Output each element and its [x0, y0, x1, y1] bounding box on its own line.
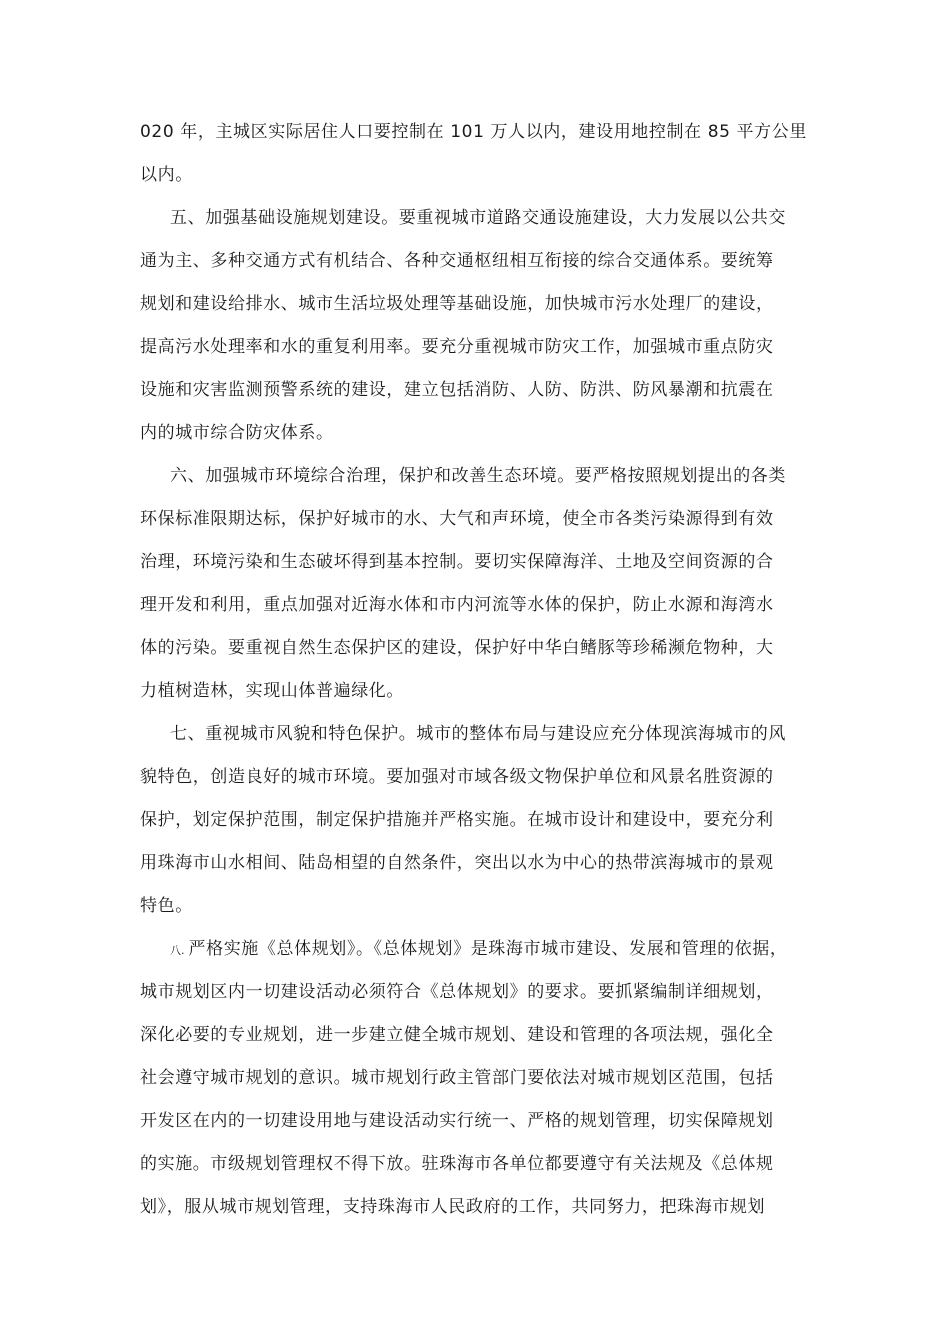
paragraph-line: 内的城市综合防灾体系。	[140, 423, 334, 443]
paragraph-line: 城市规划区内一切建设活动必须符合《总体规划》的要求。要抓紧编制详细规划，	[140, 982, 774, 1002]
paragraph-line-text: 严格实施《总体规划》。《总体规划》是珠海市城市建设、发展和管理的依据，	[188, 939, 788, 959]
paragraph-line: 体的污染。要重视自然生态保护区的建设，保护好中华白鳍豚等珍稀濒危物种，大	[140, 638, 774, 658]
paragraph-line: 以内。	[140, 165, 193, 185]
paragraph-line: 的实施。市级规划管理权不得下放。驻珠海市各单位都要遵守有关法规及《总体规	[140, 1154, 774, 1174]
paragraph-line: 保护，划定保护范围，制定保护措施并严格实施。在城市设计和建设中，要充分利	[140, 810, 774, 830]
paragraph-line: 通为主、多种交通方式有机结合、各种交通枢纽相互衔接的综合交通体系。要统筹	[140, 251, 774, 271]
paragraph-line: 规划和建设给排水、城市生活垃圾处理等基础设施，加快城市污水处理厂的建设，	[140, 294, 774, 314]
paragraph-line: 六、加强城市环境综合治理，保护和改善生态环境。要严格按照规划提出的各类	[170, 466, 786, 486]
section-marker: 八.	[170, 944, 185, 957]
paragraph-line: 七、重视城市风貌和特色保护。城市的整体布局与建设应充分体现滨海城市的风	[170, 724, 786, 744]
paragraph-line: 深化必要的专业规划，进一步建立健全城市规划、建设和管理的各项法规，强化全	[140, 1025, 774, 1045]
paragraph-line: 划》，服从城市规划管理，支持珠海市人民政府的工作，共同努力，把珠海市规划	[140, 1197, 766, 1217]
paragraph-line	[170, 934, 788, 964]
paragraph-line: 用珠海市山水相间、陆岛相望的自然条件，突出以水为中心的热带滨海城市的景观	[140, 853, 774, 873]
paragraph-line: 五、加强基础设施规划建设。要重视城市道路交通设施建设，大力发展以公共交	[170, 208, 786, 228]
paragraph-line: 治理，环境污染和生态破坏得到基本控制。要切实保障海洋、土地及空间资源的合	[140, 552, 774, 572]
paragraph-line: 设施和灾害监测预警系统的建设，建立包括消防、人防、防洪、防风暴潮和抗震在	[140, 380, 774, 400]
paragraph-line: 力植树造林，实现山体普遍绿化。	[140, 681, 404, 701]
paragraph-line: 提高污水处理率和水的重复利用率。要充分重视城市防灾工作，加强城市重点防灾	[140, 337, 774, 357]
paragraph-line: 理开发和利用，重点加强对近海水体和市内河流等水体的保护，防止水源和海湾水	[140, 595, 774, 615]
paragraph-line: 特色。	[140, 896, 193, 916]
paragraph-line: 020 年，主城区实际居住人口要控制在 101 万人以内，建设用地控制在 85 平方公里	[140, 122, 807, 142]
paragraph-line: 社会遵守城市规划的意识。城市规划行政主管部门要依法对城市规划区范围，包括	[140, 1068, 774, 1088]
paragraph-line: 貌特色，创造良好的城市环境。要加强对市域各级文物保护单位和风景名胜资源的	[140, 767, 774, 787]
paragraph-line: 开发区在内的一切建设用地与建设活动实行统一、严格的规划管理，切实保障规划	[140, 1111, 774, 1131]
paragraph-line: 环保标准限期达标，保护好城市的水、大气和声环境，使全市各类污染源得到有效	[140, 509, 774, 529]
